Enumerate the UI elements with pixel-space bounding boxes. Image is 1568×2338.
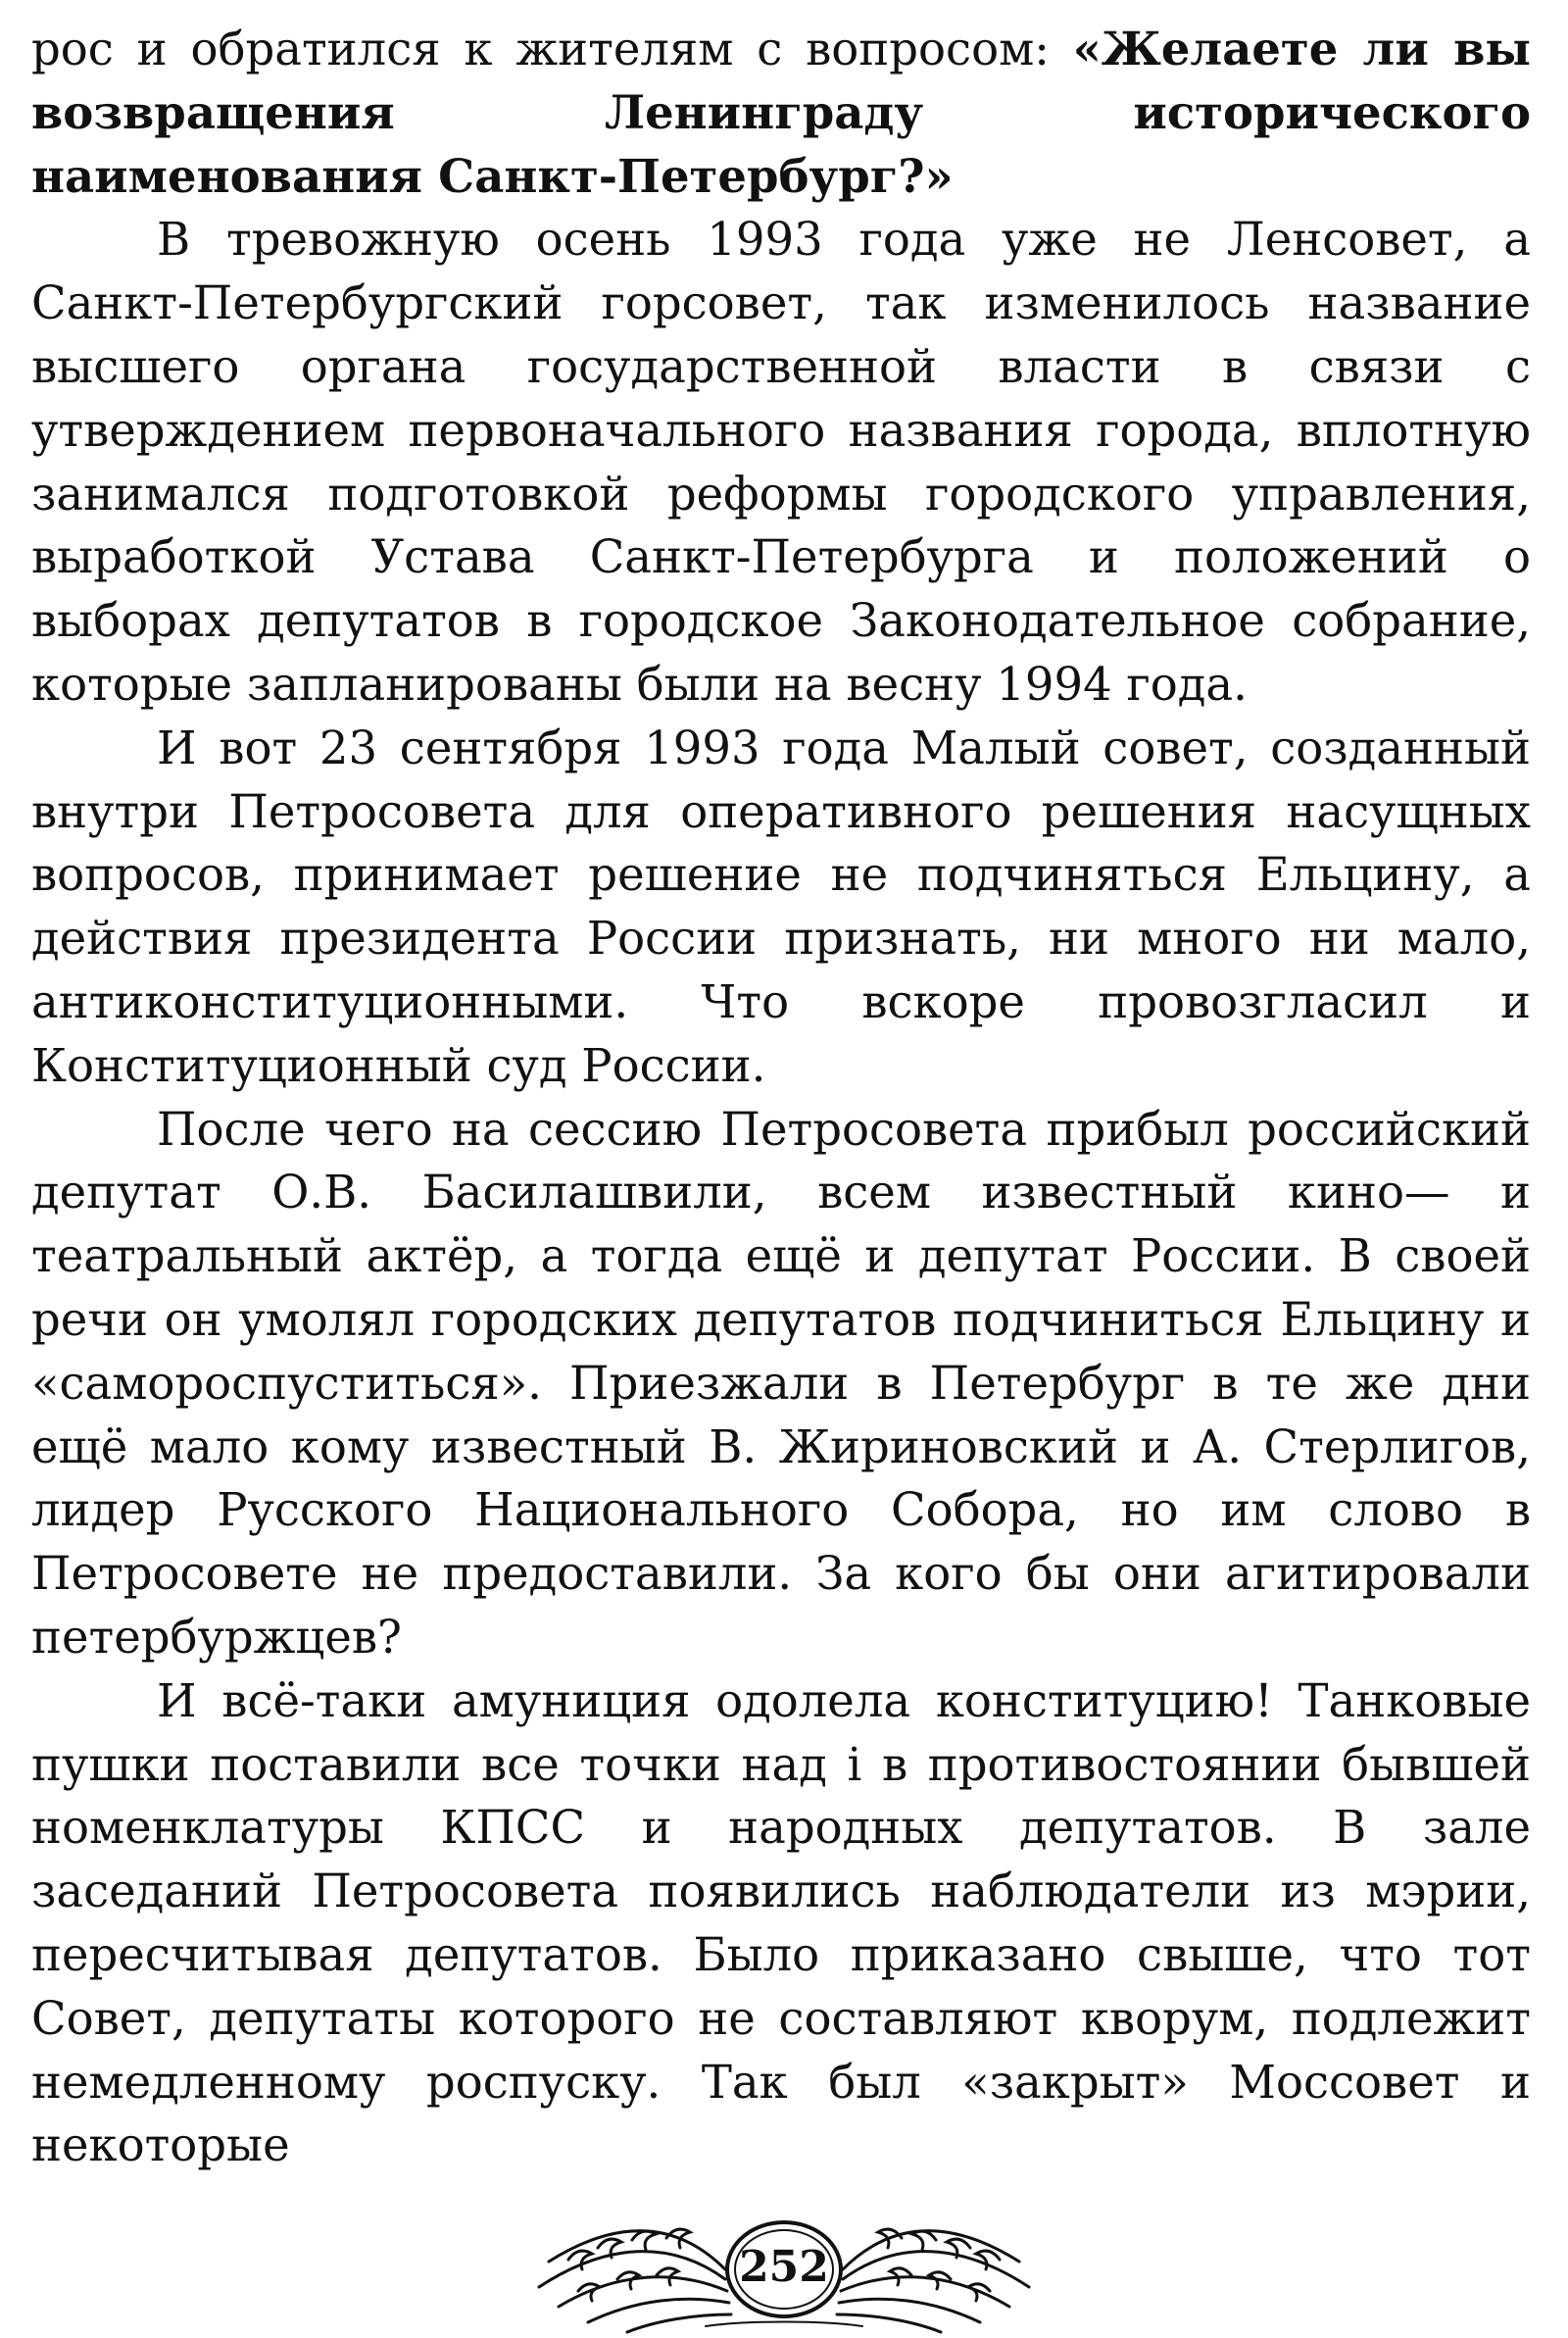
page-footer — [0, 2201, 1568, 2338]
page-number: 252 — [739, 2242, 829, 2292]
paragraph: И вот 23 сентября 1993 года Малый совет, созданный внутри Петросовета для оперативного решения насущных вопросов, принимает решение не подчиняться Ельцину, а действия президента России признать, ни много ни мало, антиконституционными. Что вскоре провозгласил и Конституционный суд России. — [31, 721, 1531, 1092]
page-body — [31, 18, 1531, 2177]
paragraph-continuation — [31, 18, 1531, 208]
paragraph-text: рос и обратился к жителям с вопросом: — [31, 23, 1073, 75]
paragraph: И всё-таки амуниция одолела конституцию! Танковые пушки поставили все точки над i в противостоянии бывшей номенклатуры КПСС и народных депутатов. В зале заседаний Петросовета появились наблюдатели из мэрии, пересчитывая депутатов. Было приказано свыше, что тот Совет, депутаты которого не составляют кворум, подлежит немедленному роспуску. Так был «закрыт» Моссовет и некоторые — [31, 1673, 1531, 2172]
paragraph: После чего на сессию Петросовета прибыл российский депутат О.В. Басилашвили, всем известный кино— и театральный актёр, а тогда ещё и депутат России. В своей речи он умолял городских депутатов подчиниться Ельцину и «самороспуститься». Приезжали в Петербург в те же дни ещё мало кому известный В. Жириновский и А. Стерлигов, лидер Русского Национального Собора, но им слово в Петросовете не предоставили. За кого бы они агитировали петербуржцев? — [31, 1102, 1531, 1664]
bold-question: «Желаете ли вы возвращения Ленинграду исторического наименования Санкт-Петербург?» — [31, 22, 1531, 203]
paragraph: В тревожную осень 1993 года уже не Ленсовет, а Санкт-Петербургский горсовет, так изменилось название высшего органа государственной власти в связи с утверждением первоначального названия города, вплотную занимался подготовкой реформы городского управления, выработкой Устава Санкт-Петербурга и положений о выборах депутатов в городское Законодательное собрание, которые запланированы были на весну 1994 года. — [31, 213, 1531, 711]
